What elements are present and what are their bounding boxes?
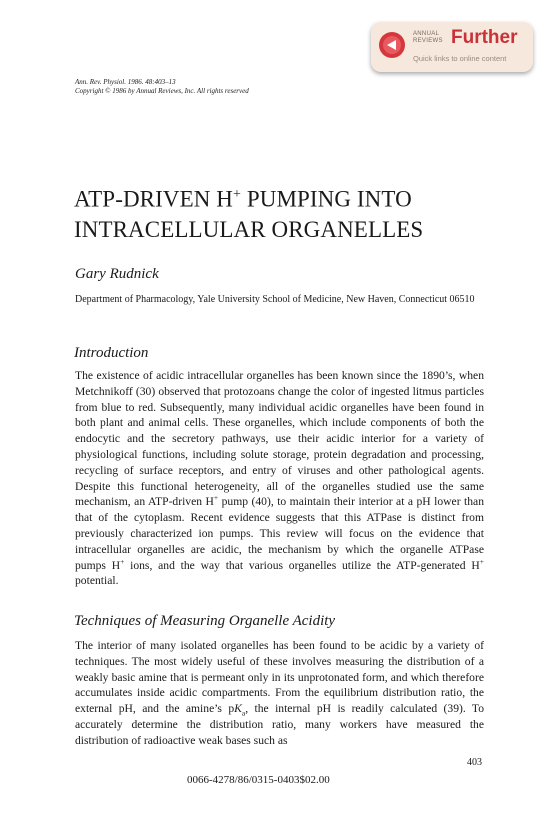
intro-text-c: ions, and the way that various organelles utilize the ATP-generated H [124, 558, 480, 572]
intro-text-a: The existence of acidic intracellular organelles has been known since the 1890’s, when Metchnikoff (30) observed that protozoans change the color of ingested litmus particles from blue to red. Subsequently, many individual acidic organelles have been found in both plant and animal cells. These organelles, which include components of both the endocytic and the secretory pathways, use their acidic interior for a variety of physiological functions, including solute storage, protein degradation and processing, recycling of surface receptors, and entry of viruses and other pathological agents. Despite this functional heterogeneity, all of the organelles studied use the same mechanism, an ATP-driven H [75, 369, 484, 509]
title-part-pre: ATP-DRIVEN H [74, 186, 233, 212]
intro-sup-3: + [479, 556, 484, 566]
intro-text-d: potential. [75, 574, 119, 588]
title-line1 [74, 180, 423, 215]
intro-text-b: pump (40), to maintain their interior at a pH lower than that of the cytoplasm. Recent evidence suggests that this ATPase is distinct from previously characterized ion pumps. This review will focus on the evidence that intracellular organelles are acidic, the mechanism by which the organelle ATPase pumps H [75, 495, 484, 572]
introduction-paragraph [75, 368, 484, 589]
intro-sup-2: + [120, 556, 125, 566]
citation-copyright: Copyright © 1986 by Annual Reviews, Inc. All rights reserved [75, 87, 249, 95]
tech-text-b: , the internal pH is readily calculated (39). To accurately determine the distribution ratio, many workers have measured the distribution of radioactive weak bases such as [75, 702, 484, 747]
tech-pk-symbol: K [234, 702, 242, 716]
section-heading-techniques: Techniques of Measuring Organelle Acidity [74, 613, 336, 629]
author-affiliation: Department of Pharmacology, Yale University School of Medicine, New Haven, Connecticut 06510 [75, 294, 475, 305]
title-part-post: PUMPING INTO [241, 186, 412, 212]
badge-publisher-text [413, 31, 443, 44]
title-superscript: + [233, 187, 241, 202]
badge-further-label: Further [451, 27, 518, 48]
further-badge[interactable] [371, 22, 533, 72]
article-title [74, 180, 423, 245]
badge-line2: REVIEWS [413, 37, 443, 44]
footer-code: 0066-4278/86/0315-0403$02.00 [187, 774, 330, 786]
tech-pk-subscript: a [241, 708, 246, 718]
annual-reviews-logo-icon [378, 31, 406, 59]
section-heading-introduction: Introduction [74, 345, 149, 361]
page-number: 403 [467, 757, 482, 768]
tech-text-a: The interior of many isolated organelles has been found to be acidic by a variety of techniques. The most widely useful of these involves measuring the distribution of a weakly basic amine that is permeant only in its unprotonated form, and which therefore accumulates inside acidic compartments. From the equilibrium distribution ratio, the external pH, and the amine’s p [75, 639, 484, 716]
badge-subtitle: Quick links to online content [413, 54, 507, 63]
citation-block [75, 78, 249, 96]
intro-sup-1: + [213, 493, 219, 503]
author-name: Gary Rudnick [75, 266, 159, 282]
techniques-paragraph [75, 638, 484, 749]
title-line2: INTRACELLULAR ORGANELLES [74, 216, 424, 242]
badge-line1: ANNUAL [413, 31, 440, 37]
citation-journal: Ann. Rev. Physiol. 1986. 48:403–13 [75, 78, 176, 86]
